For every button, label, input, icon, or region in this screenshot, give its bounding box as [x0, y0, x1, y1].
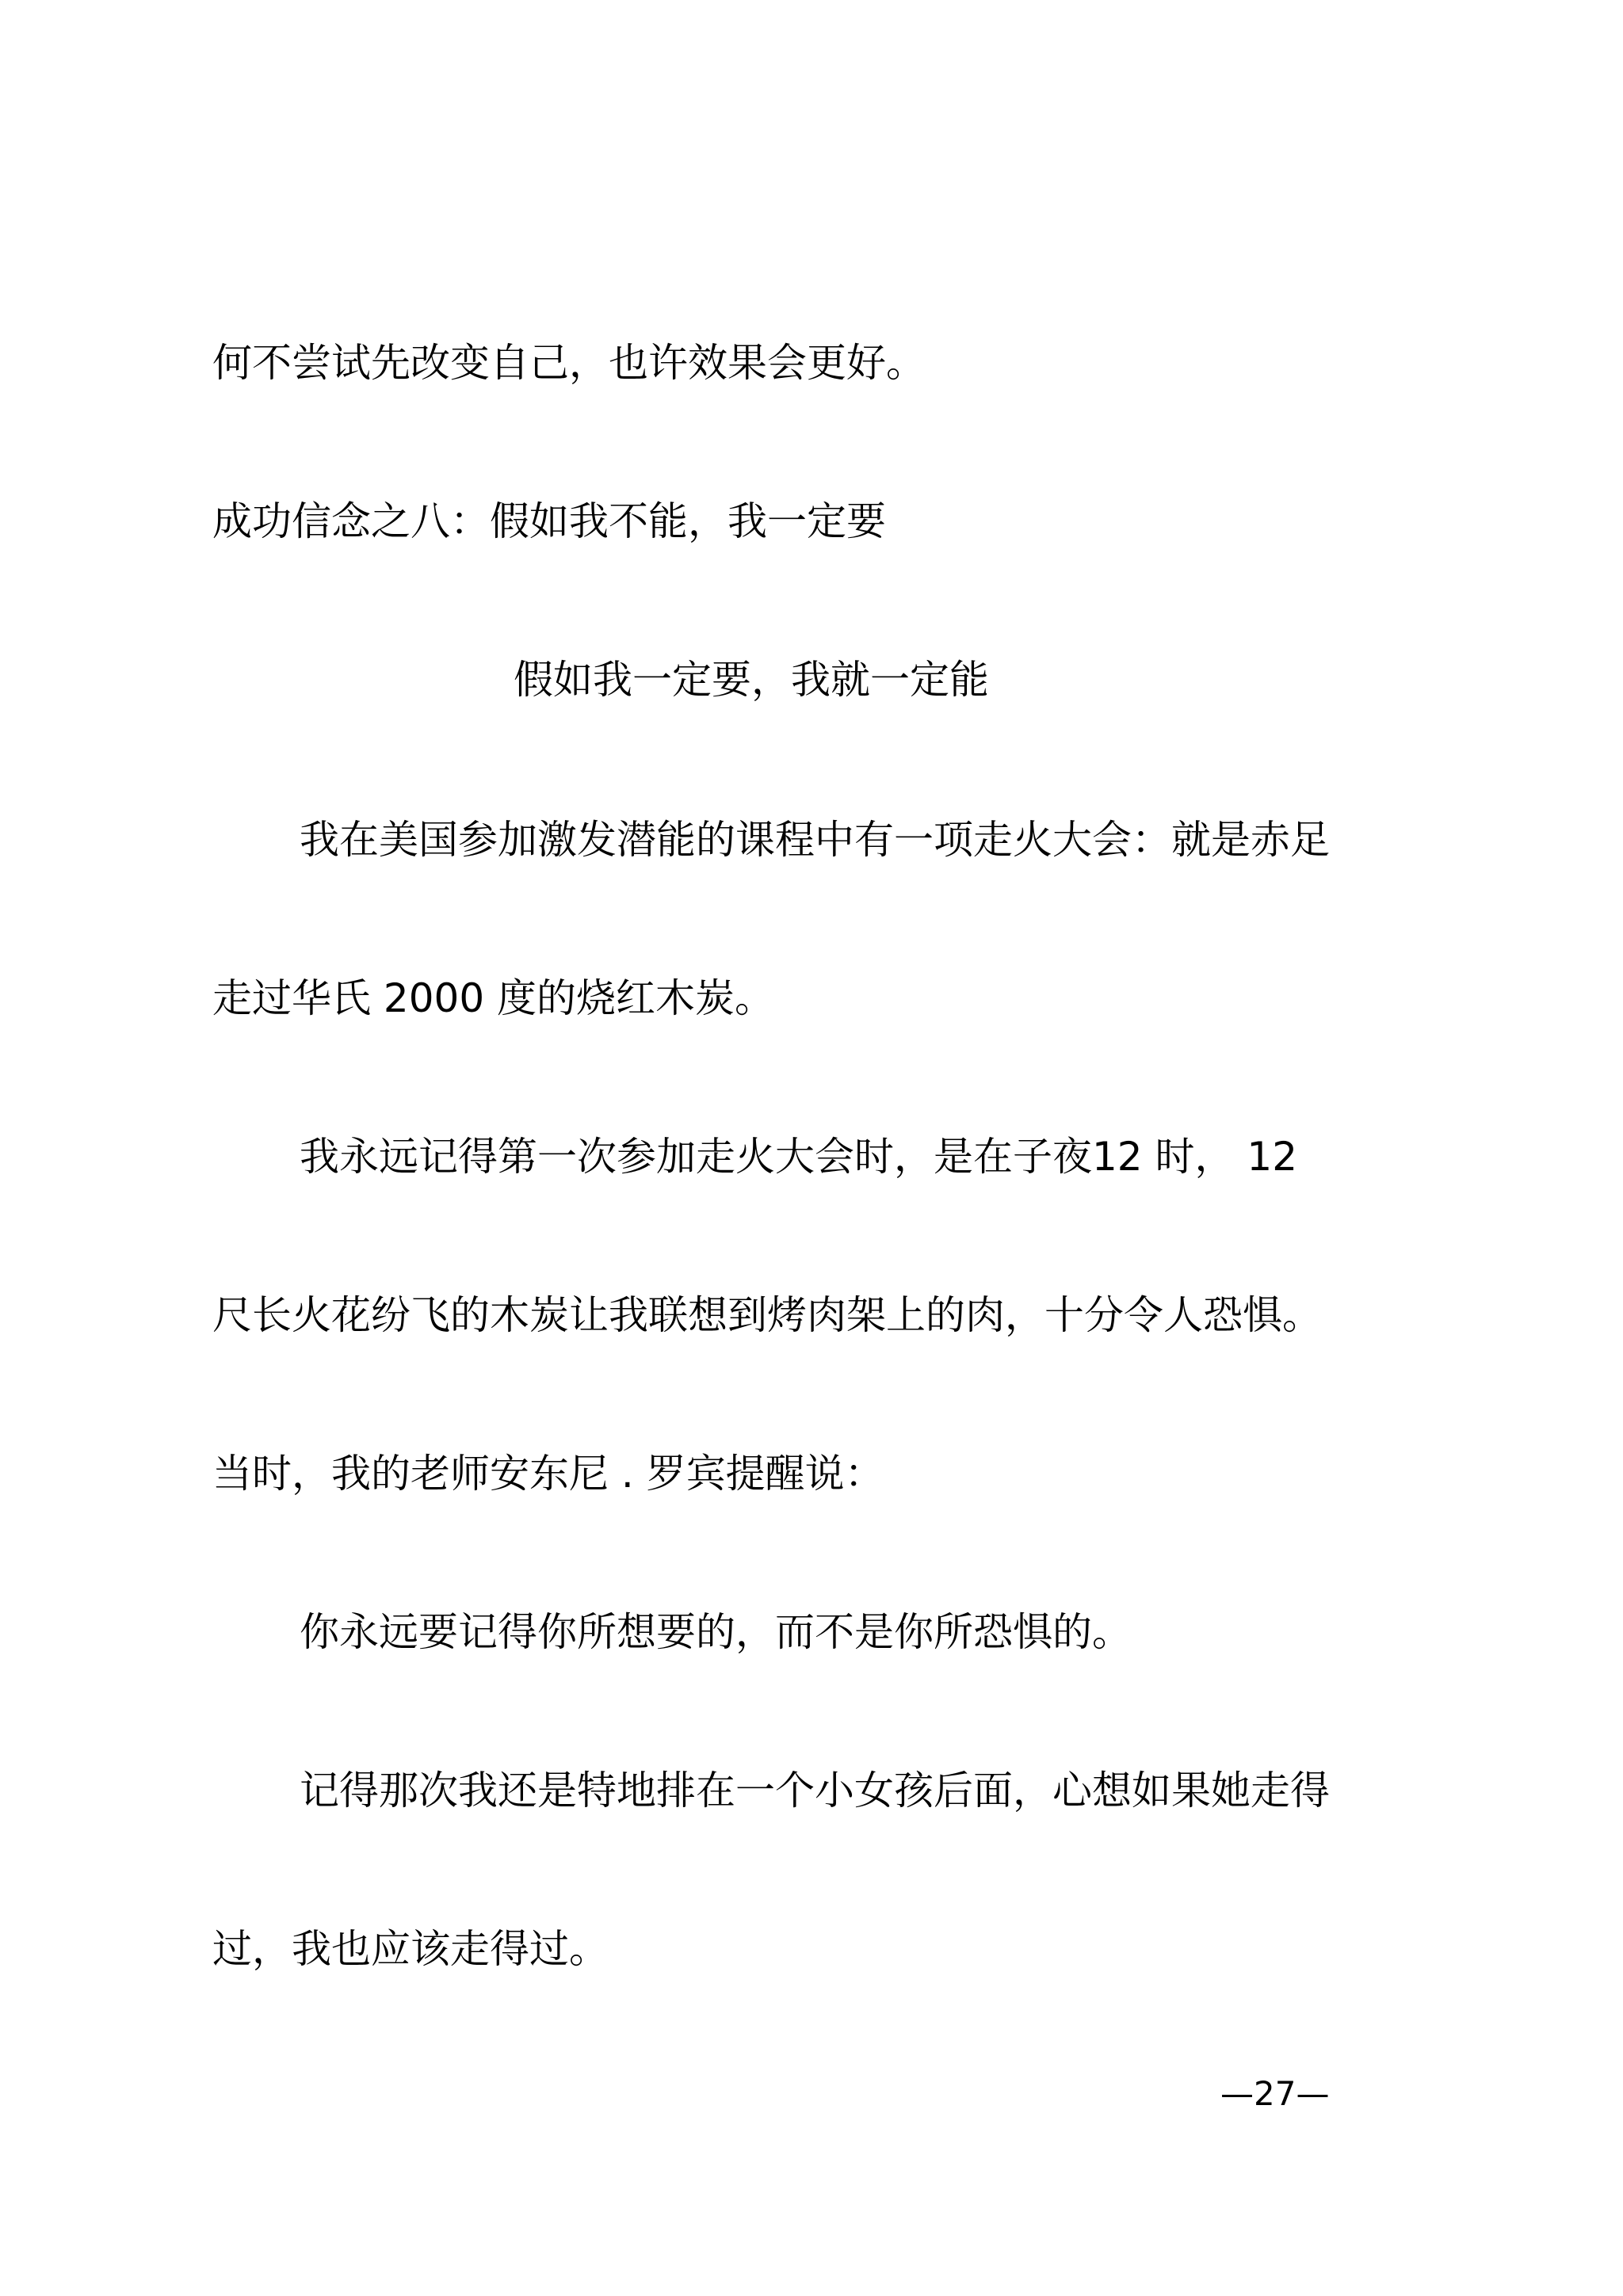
text-line: 过，我也应该走得过。 — [212, 1926, 609, 1972]
text-line: 走过华氏 2000 度的烧红木炭。 — [212, 975, 775, 1021]
quote-line: 你永远要记得你所想要的，而不是你所恐惧的。 — [300, 1609, 1132, 1655]
paragraph-first-line: 记得那次我还是特地排在一个小女孩后面，心想如果她走得 — [300, 1768, 1330, 1814]
section-heading-continuation: 假如我一定要，我就一定能 — [514, 657, 989, 703]
section-heading: 成功信念之八：假如我不能，我一定要 — [212, 498, 886, 544]
paragraph-first-line: 我在美国参加激发潜能的课程中有一项走火大会：就是赤足 — [300, 817, 1330, 863]
paragraph-first-line: 我永远记得第一次参加走火大会时，是在子夜12 时， 12 — [300, 1134, 1298, 1180]
text-line: 何不尝试先改变自己，也许效果会更好。 — [212, 340, 926, 386]
text-line: 尺长火花纷飞的木炭让我联想到烤肉架上的肉，十分令人恐惧。 — [212, 1292, 1322, 1338]
text-line: 当时，我的老师安东尼 . 罗宾提醒说： — [212, 1451, 884, 1497]
page-number: —27— — [1220, 2074, 1330, 2113]
